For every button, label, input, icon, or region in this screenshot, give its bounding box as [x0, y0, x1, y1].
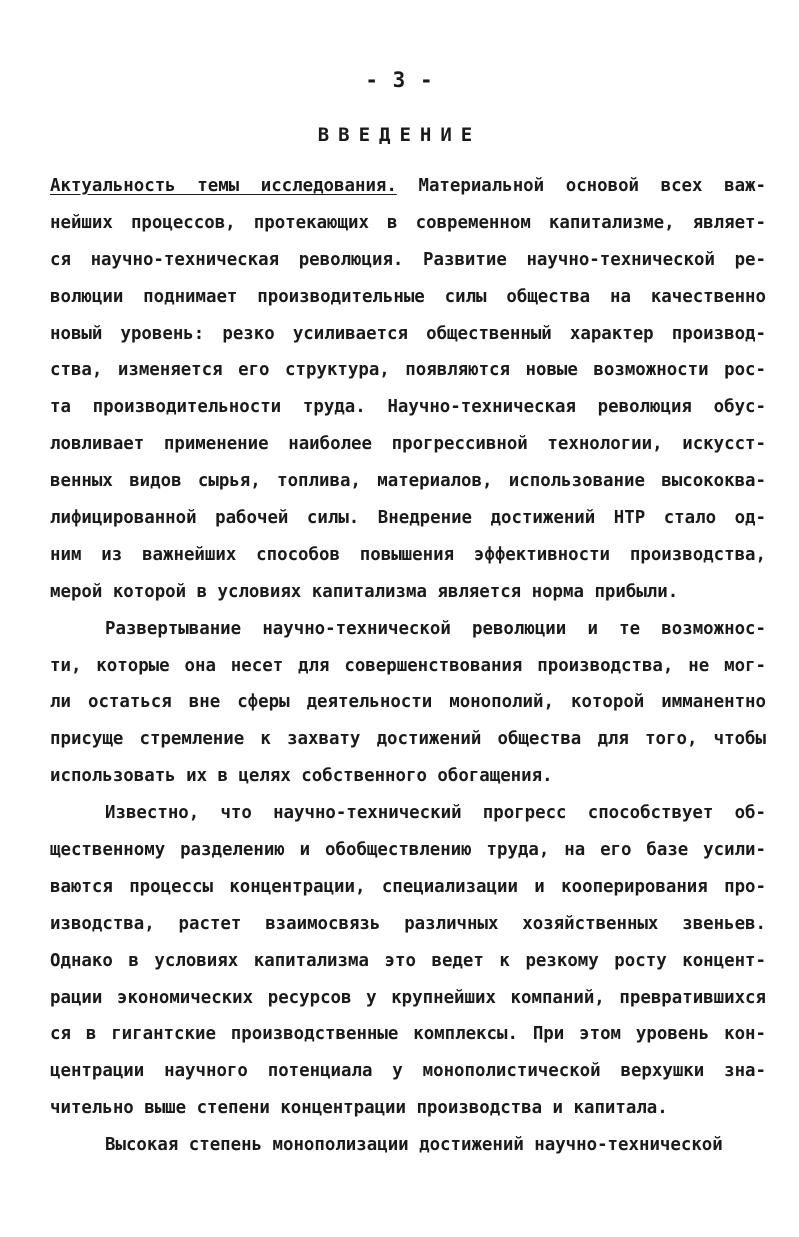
paragraph-3-line-7: ся в гигантские производственные комплексы. При этом уровень кон- — [50, 1024, 766, 1045]
paragraph-3-line-1: Известно, что научно-технический прогресс способствует об- — [105, 803, 766, 824]
section-heading: ВВЕДЕНИЕ — [317, 124, 482, 146]
paragraph-1-line-7: та производительности труда. Научно-техническая революция обус- — [50, 397, 766, 418]
body-text — [50, 172, 766, 1168]
paragraph-2-line-1: Развертывание научно-технической революции и те возможнос- — [105, 618, 766, 639]
paragraph-1-line-8: ловливает применение наиболее прогрессивной технологии, искусст- — [50, 434, 766, 455]
paragraph-1-line-10: лифицированной рабочей силы. Внедрение достижений НТР стало од- — [50, 508, 766, 529]
paragraph-2-line-3: ли остаться вне сферы деятельности монополий, которой имманентно — [50, 692, 766, 713]
paragraph-1-line-4: волюции поднимает производительные силы общества на качественно — [50, 286, 766, 307]
paragraph-1-line-1: Актуальность темы исследования. Материальной основой всех важ- — [50, 176, 766, 196]
paragraph-3-line-4: изводства, растет взаимосвязь различных хозяйственных звеньев. — [50, 913, 766, 934]
paragraph-3-line-8: центрации научного потенциала у монополистической верхушки зна- — [50, 1061, 766, 1082]
paragraph-2-line-4: присуще стремление к захвату достижений общества для того, чтобы — [50, 729, 766, 750]
page-number: - 3 - — [365, 68, 434, 92]
paragraph-2-line-2: ти, которые она несет для совершенствования производства, не мог- — [50, 655, 766, 676]
paragraph-3-line-9: чительно выше степени концентрации производства и капитала. — [50, 1098, 668, 1119]
paragraph-1-line-5: новый уровень: резко усиливается общественный характер производ- — [50, 323, 766, 344]
paragraph-1-line-9: венных видов сырья, топлива, материалов, использование высококва- — [50, 471, 766, 492]
paragraph-4-line-1: Высокая степень монополизации достижений научно-технической — [105, 1135, 723, 1156]
paragraph-1-line-2: нейших процессов, протекающих в современном капитализме, являет- — [50, 212, 766, 233]
paragraph-1-line-11: ним из важнейших способов повышения эффективности производства, — [50, 544, 766, 565]
paragraph-3-line-3: ваются процессы концентрации, специализации и кооперирования про- — [50, 876, 766, 897]
topic-relevance-lead: Актуальность темы исследования. — [50, 176, 397, 196]
paragraph-3-line-6: рации экономических ресурсов у крупнейших компаний, превратившихся — [50, 987, 766, 1008]
paragraph-1-line-12: мерой которой в условиях капитализма является норма прибыли. — [50, 581, 679, 602]
paragraph-2-line-5: использовать их в целях собственного обогащения. — [50, 766, 553, 787]
paragraph-3-line-2: щественному разделению и обобществлению труда, на его базе усили- — [50, 840, 766, 861]
paragraph-1-line-6: ства, изменяется его структура, появляются новые возможности рос- — [50, 360, 766, 381]
paragraph-1-line-3: ся научно-техническая революция. Развитие научно-технической ре- — [50, 249, 766, 270]
paragraph-3-line-5: Однако в условиях капитализма это ведет к резкому росту концент- — [50, 950, 766, 971]
